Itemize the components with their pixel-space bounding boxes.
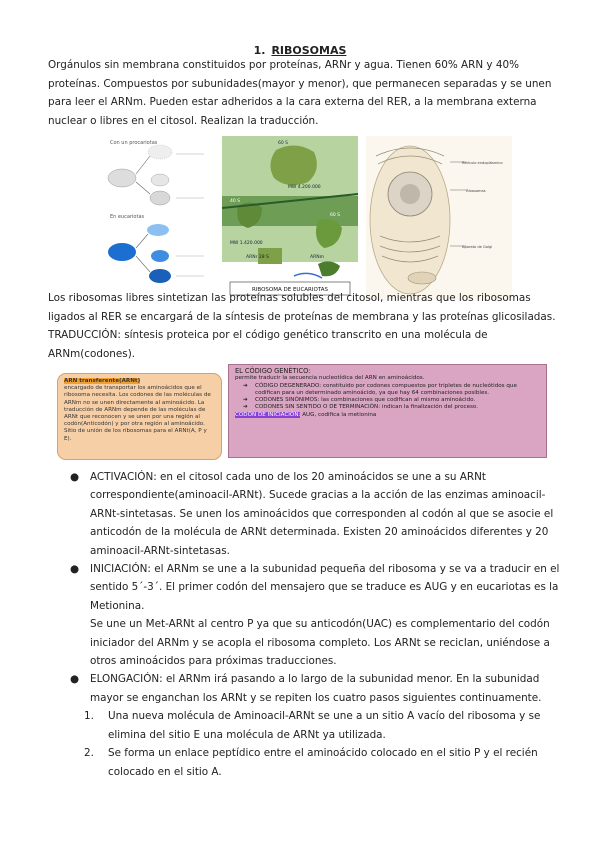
figure-cell-rer bbox=[366, 136, 512, 300]
codigo-item: ➔ CÓDIGO DEGENERADO: constituido por codones compuestos por tripletes de nucleótidos que codifican para un determinado aminoácido, ya que hay 64 combinaciones posibles. bbox=[243, 383, 540, 398]
heading-title: RIBOSOMAS bbox=[271, 44, 347, 57]
fig2-label-mw-top: MW 4.200.000 bbox=[288, 185, 321, 190]
figure-eukaryotic-ribosome bbox=[218, 136, 362, 300]
fig1-label-bottom: En eucariotas bbox=[110, 214, 145, 220]
bullet-text: ACTIVACIÓN: en el citosol cada uno de los 20 aminoácidos se une a su ARNt correspondiente(aminoacil-ARNt). Sucede gracias a la acción de las enzimas aminoacil-ARNt-sintetasas. Se unen los aminoácidos que corresponden al codón al que se asocie el anticodón de la molécula de ARNt determinada. Existen 20 aminoácidos diferentes y 20 aminoacil-ARNt-sintetasas. bbox=[90, 471, 554, 557]
codigo-item: ➔ CODONES SINÓNIMOS: las combinaciones que codifican al mismo aminoácido. bbox=[243, 397, 540, 404]
fig2-label-mw-bottom: MW 1.420.000 bbox=[230, 241, 263, 246]
init-codon-label: CODÓN DE INICIACIÓN: bbox=[235, 411, 301, 418]
codigo-box-intro: permite traducir la secuencia nucleotídica del ARN en aminoácidos. bbox=[235, 375, 425, 382]
arnt-box-text: encargado de transportar los aminoácidos que el ribosoma necesita. Los codones de las moléculas de ARNm no se unen directamente al aminoácido. La traducción de ARNm depende de las moléculas de ARNt que reconocen y se unen por una región al codón(Anticodón) y por otra región al aminoácido. Sitio de unión de los ribosomas para el ARNt(A, P y E). bbox=[64, 385, 211, 442]
bullet-iniciacion bbox=[70, 560, 560, 670]
fig2-label-60s: 60 S bbox=[278, 141, 289, 146]
fig2-label-60s-b: 60 S bbox=[330, 213, 341, 218]
codigo-box-list bbox=[235, 383, 540, 412]
step-number: 1. bbox=[84, 710, 94, 723]
figure-subunits bbox=[96, 136, 214, 300]
heading-number: 1. bbox=[253, 44, 266, 57]
codigo-box-title: EL CÓDIGO GENÉTICO: bbox=[235, 367, 311, 375]
fig3-label-b: Ribosomas bbox=[466, 189, 486, 193]
step-number: 2. bbox=[84, 747, 94, 760]
fig2-label-mrna: ARNm bbox=[310, 255, 324, 260]
step-item bbox=[70, 744, 560, 781]
fig3-label-a: Retículo endoplásmico bbox=[462, 161, 503, 165]
fig2-caption: RIBOSOMA DE EUCARIOTAS bbox=[251, 287, 329, 293]
step-text: Una nueva molécula de Aminoacil-ARNt se une a un sitio A vacío del ribosoma y se elimina del sitio E una molécula de ARNt ya utilizada. bbox=[108, 710, 541, 741]
init-codon-text: AUG, codifica la metionina bbox=[302, 411, 377, 418]
codigo-genetico-box bbox=[228, 364, 547, 458]
intro-paragraph: Orgánulos sin membrana constituidos por proteínas, ARNr y agua. Tienen 60% ARN y 40% proteínas. Compuestos por subunidades(mayor y menor), que permanecen separadas y se unen para leer el ARNm. Pueden estar adheridos a la cara externa del RER, a la membrana externa nuclear o libres en el citosol. Realizan la traducción. bbox=[48, 59, 552, 127]
bullet-activacion bbox=[70, 468, 560, 560]
fig2-label-40s: 40 S bbox=[230, 199, 241, 204]
process-list bbox=[70, 468, 560, 781]
fig3-label-c: Aparato de Golgi bbox=[462, 245, 493, 249]
arnt-box-title: ARN transferente(ARNt) bbox=[64, 378, 141, 384]
bullet-dot: ● bbox=[70, 563, 80, 576]
bullet-dot: ● bbox=[70, 673, 80, 686]
bullet-extra: Se une un Met-ARNt al centro P ya que su anticodón(UAC) es complementario del codón iniciador del ARNm y se acopla el ribosoma completo. Los ARNt se reciclan, uniéndose a otros aminoácidos para próximas traducciones. bbox=[90, 618, 550, 668]
codigo-item: ➔ CODONES SIN SENTIDO O DE TERMINACIÓN: indican la finalización del proceso. bbox=[243, 404, 540, 411]
bullet-dot: ● bbox=[70, 471, 80, 483]
step-text: Se forma un enlace peptídico entre el aminoácido colocado en el sitio P y el recién colocado en el sitio A. bbox=[108, 747, 538, 778]
fig2-label-rna: ARNr 28 S bbox=[246, 255, 269, 260]
bullet-text: ELONGACIÓN: el ARNm irá pasando a lo largo de la subunidad menor. En la subunidad mayor se enganchan los ARNt y se repiten los cuatro pasos siguientes continuamente. bbox=[90, 673, 542, 704]
translation-paragraph: Los ribosomas libres sintetizan las proteínas solubles del citosol, mientras que los ribosomas ligados al RER se encargará de la síntesis de proteínas de membrana y las proteínas glicosiladas. TRADUCCIÓN: síntesis proteica por el código genético transcrito en una molécula de ARNm(codones). bbox=[48, 292, 556, 360]
fig1-label-top: Con un procariotas bbox=[110, 140, 158, 146]
codigo-box-init bbox=[235, 412, 540, 419]
bullet-elongacion bbox=[70, 670, 560, 707]
bullet-text: INICIACIÓN: el ARNm se une a la subunidad pequeña del ribosoma y se va a traducir en el sentido 5´-3´. El primer codón del mensajero que se traduce es AUG y en eucariotas es la Metionina. bbox=[90, 563, 560, 612]
step-item bbox=[70, 707, 560, 744]
arnt-info-box bbox=[57, 373, 222, 460]
